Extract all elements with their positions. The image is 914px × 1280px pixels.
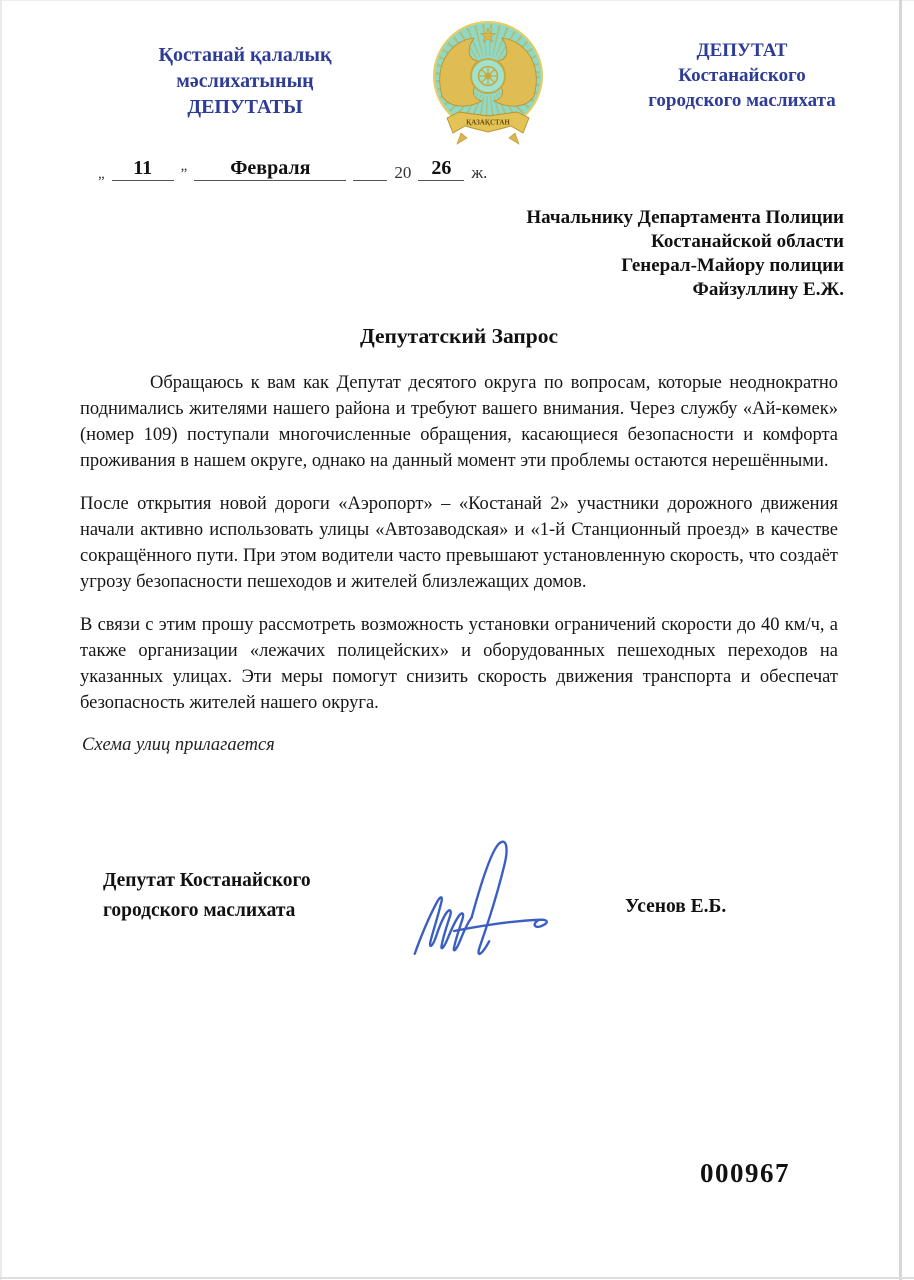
addressee-line4: Файзуллину Е.Ж. [692,279,844,300]
date-close-quote: ” [180,166,188,182]
addressee-line2: Костанайской области [651,231,844,252]
addressee-line1: Начальнику Департамента Полиции [526,207,844,228]
emblem-banner-text: ҚАЗАҚСТАН [466,118,510,127]
attachment-note: Схема улиц прилагается [82,735,275,755]
page-edge-right [899,0,902,1280]
date-century-prefix: 20 [394,163,412,182]
letterhead-right-line3: городского маслихата [648,90,836,111]
signatory-name: Усенов Е.Б. [625,896,727,917]
date-open-quote: „ [98,166,105,182]
addressee-line3: Генерал-Майору полиции [621,255,844,276]
date-line [98,156,487,181]
handwritten-signature [406,838,562,962]
signatory-role-line1: Депутат Костанайского [103,870,311,891]
letterhead-left-line1: Қостанай қалалық [158,44,332,66]
letter-title: Депутатский Запрос [359,324,559,348]
page-edge-top [0,0,914,1]
letterhead-left [100,42,390,120]
letter-body [80,370,838,733]
letterhead-right [636,38,848,113]
signatory-role-line2: городского маслихата [103,900,296,921]
letter-paragraph-2: После открытия новой дороги «Аэропорт» – «Костанай 2» участники дорожного движения начали активно использовать улицы «Автозаводская» и «1-й Станционный проезд» в качестве сокращённого пути. При этом водители часто превышают установленную скорость, что создаёт угрозу безопасности пешеходов и жителей близлежащих домов. [80,494,838,592]
date-blank-line [353,180,387,181]
letterhead-left-line3: ДЕПУТАТЫ [187,96,303,118]
letterhead-right-line2: Костанайского [678,65,806,86]
page-edge-left [0,0,2,1280]
date-suffix: ж. [471,163,488,182]
page-edge-bottom [0,1277,914,1279]
addressee-block [526,206,844,302]
date-day-value: 11 [112,156,174,181]
date-year-value: 26 [418,156,464,181]
letterhead-right-line1: ДЕПУТАТ [696,40,788,61]
letter-paragraph-1: Обращаюсь к вам как Депутат десятого округа по вопросам, которые неоднократно поднимались жителями нашего района и требуют вашего внимания. Через службу «Ай-көмек» (номер 109) поступали многочисленные обращения, касающиеся безопасности и комфорта проживания в нашем округе, однако на данный момент эти проблемы остаются нерешёнными. [80,373,838,471]
letterhead-left-line2: мәслихатының [176,70,314,92]
document-number: 000967 [700,1158,790,1188]
date-month-value: Февраля [194,156,346,181]
signatory-role [103,866,311,926]
kazakhstan-emblem-icon [427,12,549,152]
letter-paragraph-3: В связи с этим прошу рассмотреть возможность установки ограничений скорости до 40 км/ч, а также организации «лежачих полицейских» и оборудованных пешеходных переходов на указанных улицах. Эти меры помогут снизить скорость движения транспорта и обеспечат безопасность жителей нашего округа. [80,615,838,713]
